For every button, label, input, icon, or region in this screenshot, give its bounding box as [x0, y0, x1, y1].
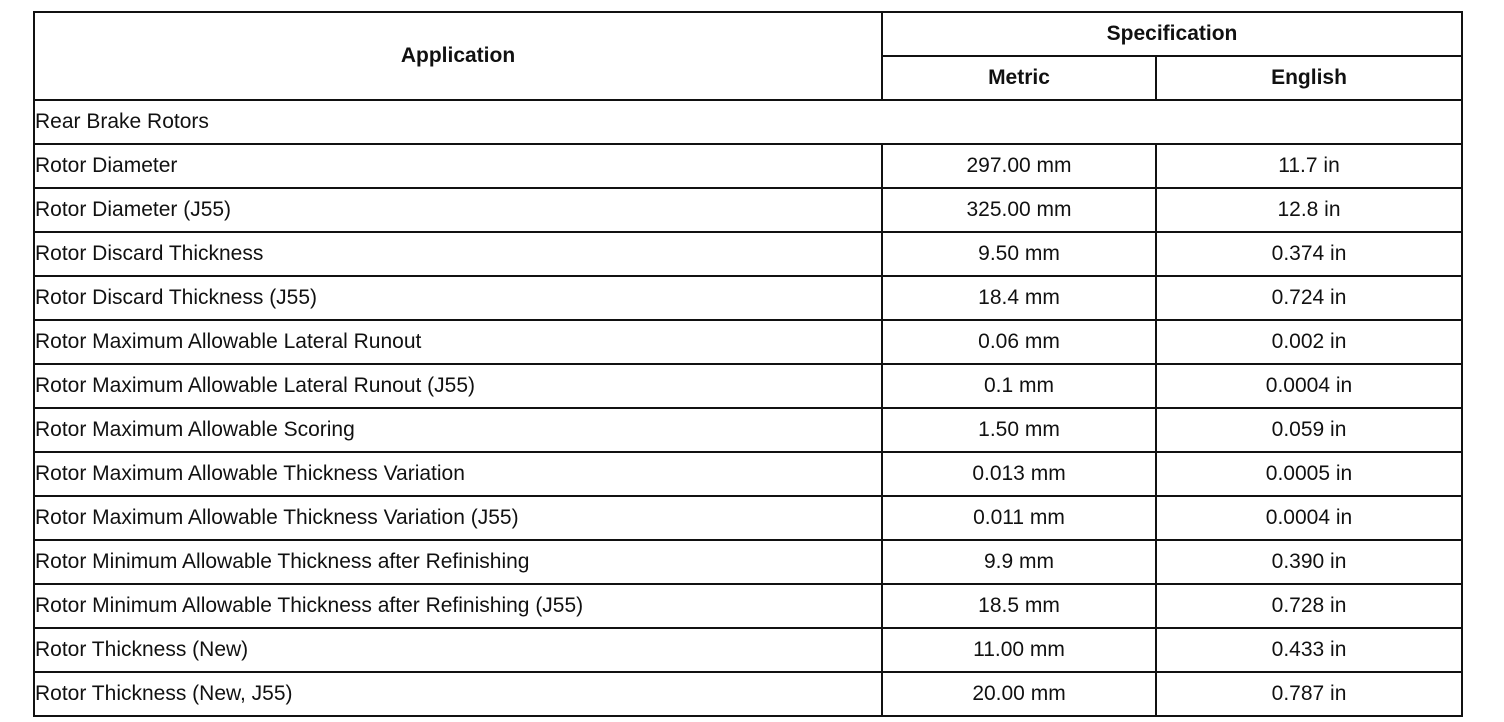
table-row [34, 628, 1462, 672]
metric-cell: 20.00 mm [882, 672, 1156, 716]
application-cell: Rotor Diameter (J55) [34, 188, 882, 232]
english-cell: 0.0004 in [1156, 496, 1462, 540]
metric-cell: 11.00 mm [882, 628, 1156, 672]
metric-cell: 325.00 mm [882, 188, 1156, 232]
table-row [34, 584, 1462, 628]
table-row [34, 496, 1462, 540]
application-cell: Rotor Diameter [34, 144, 882, 188]
application-cell: Rotor Maximum Allowable Lateral Runout (J55) [34, 364, 882, 408]
metric-cell: 18.4 mm [882, 276, 1156, 320]
table-row [34, 276, 1462, 320]
table-row [34, 320, 1462, 364]
english-cell: 0.724 in [1156, 276, 1462, 320]
application-cell: Rotor Maximum Allowable Scoring [34, 408, 882, 452]
metric-cell: 297.00 mm [882, 144, 1156, 188]
english-cell: 0.390 in [1156, 540, 1462, 584]
table-row [34, 672, 1462, 716]
table-row [34, 452, 1462, 496]
table-header [34, 12, 1462, 100]
application-cell: Rotor Minimum Allowable Thickness after Refinishing (J55) [34, 584, 882, 628]
english-cell: 0.374 in [1156, 232, 1462, 276]
application-header: Application [34, 12, 882, 100]
application-cell: Rotor Discard Thickness (J55) [34, 276, 882, 320]
section-title: Rear Brake Rotors [34, 100, 1462, 144]
application-cell: Rotor Thickness (New, J55) [34, 672, 882, 716]
english-cell: 0.002 in [1156, 320, 1462, 364]
table-row [34, 188, 1462, 232]
application-cell: Rotor Maximum Allowable Thickness Variation (J55) [34, 496, 882, 540]
header-row-top [34, 12, 1462, 56]
application-cell: Rotor Minimum Allowable Thickness after Refinishing [34, 540, 882, 584]
table-body [34, 100, 1462, 716]
metric-cell: 18.5 mm [882, 584, 1156, 628]
metric-cell: 9.9 mm [882, 540, 1156, 584]
application-cell: Rotor Maximum Allowable Lateral Runout [34, 320, 882, 364]
english-cell: 12.8 in [1156, 188, 1462, 232]
section-row [34, 100, 1462, 144]
table-row [34, 540, 1462, 584]
metric-header: Metric [882, 56, 1156, 100]
english-cell: 0.0004 in [1156, 364, 1462, 408]
application-cell: Rotor Thickness (New) [34, 628, 882, 672]
metric-cell: 1.50 mm [882, 408, 1156, 452]
english-cell: 0.787 in [1156, 672, 1462, 716]
english-cell: 0.433 in [1156, 628, 1462, 672]
table-row [34, 144, 1462, 188]
application-cell: Rotor Maximum Allowable Thickness Variation [34, 452, 882, 496]
table-row [34, 232, 1462, 276]
application-cell: Rotor Discard Thickness [34, 232, 882, 276]
metric-cell: 0.1 mm [882, 364, 1156, 408]
metric-cell: 0.011 mm [882, 496, 1156, 540]
specification-table [33, 11, 1463, 717]
english-cell: 0.728 in [1156, 584, 1462, 628]
metric-cell: 0.06 mm [882, 320, 1156, 364]
english-cell: 0.0005 in [1156, 452, 1462, 496]
english-cell: 0.059 in [1156, 408, 1462, 452]
metric-cell: 0.013 mm [882, 452, 1156, 496]
metric-cell: 9.50 mm [882, 232, 1156, 276]
table-row [34, 408, 1462, 452]
table-row [34, 364, 1462, 408]
english-cell: 11.7 in [1156, 144, 1462, 188]
english-header: English [1156, 56, 1462, 100]
specification-header: Specification [882, 12, 1462, 56]
